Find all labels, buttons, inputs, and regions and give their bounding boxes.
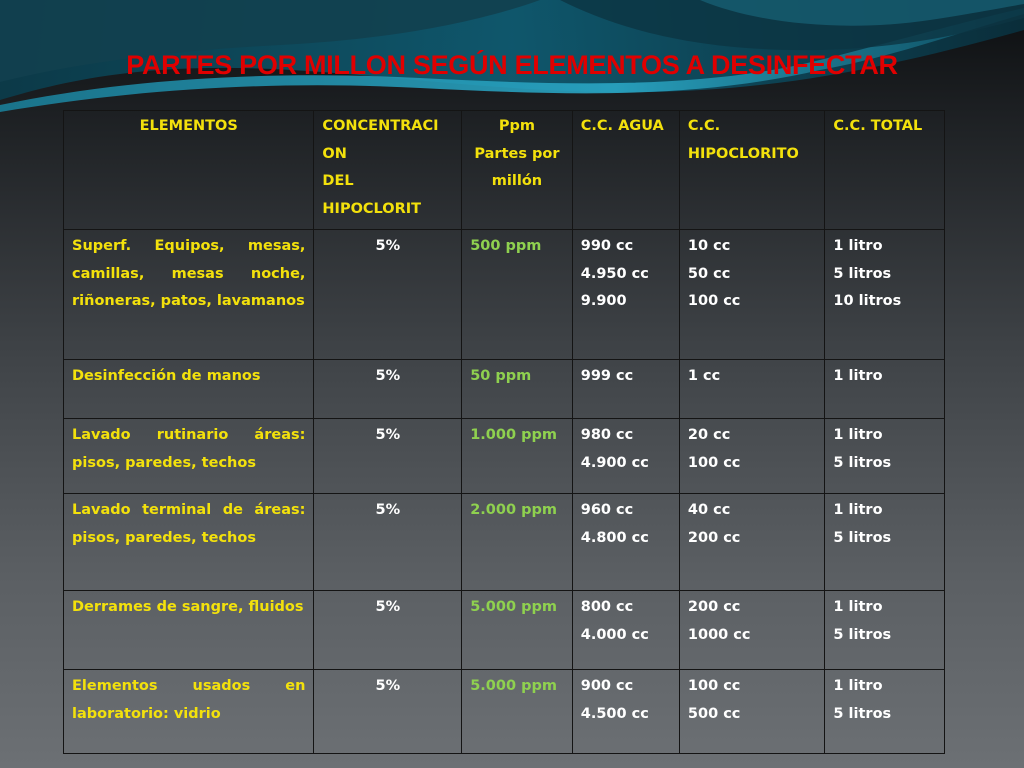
cell-cc-hipoclorito: 200 cc 1000 cc	[679, 591, 825, 670]
cell-elemento: Superf. Equipos, mesas, camillas, mesas noche, riñoneras, patos, lavamanos	[64, 230, 314, 360]
cell-cc-agua: 960 cc 4.800 cc	[572, 494, 679, 591]
table-row	[64, 230, 945, 360]
table-row	[64, 494, 945, 591]
header-ppm: Ppm Partes por millón	[462, 111, 573, 230]
cell-cc-hipoclorito: 20 cc 100 cc	[679, 419, 825, 494]
cell-cc-hipoclorito: 1 cc	[679, 360, 825, 419]
header-cc-total: C.C. TOTAL	[825, 111, 945, 230]
cell-ppm: 2.000 ppm	[462, 494, 573, 591]
slide-title: PARTES POR MILLON SEGÚN ELEMENTOS A DESINFECTAR	[126, 50, 898, 80]
cell-cc-agua: 990 cc 4.950 cc 9.900	[572, 230, 679, 360]
cell-cc-total: 1 litro	[825, 360, 945, 419]
cell-elemento: Lavado terminal de áreas: pisos, paredes, techos	[64, 494, 314, 591]
cell-concentracion: 5%	[314, 591, 462, 670]
cell-elemento: Elementos usados en laboratorio: vidrio	[64, 670, 314, 754]
header-cc-hipoclorito: C.C. HIPOCLORITO	[679, 111, 825, 230]
cell-ppm: 1.000 ppm	[462, 419, 573, 494]
ppm-table	[63, 110, 945, 754]
cell-elemento: Lavado rutinario áreas: pisos, paredes, techos	[64, 419, 314, 494]
cell-concentracion: 5%	[314, 419, 462, 494]
cell-cc-total: 1 litro 5 litros	[825, 670, 945, 754]
cell-cc-hipoclorito: 10 cc 50 cc 100 cc	[679, 230, 825, 360]
cell-ppm: 500 ppm	[462, 230, 573, 360]
header-cc-agua: C.C. AGUA	[572, 111, 679, 230]
cell-concentracion: 5%	[314, 230, 462, 360]
table-row	[64, 591, 945, 670]
cell-concentracion: 5%	[314, 670, 462, 754]
cell-cc-hipoclorito: 100 cc 500 cc	[679, 670, 825, 754]
cell-ppm: 5.000 ppm	[462, 591, 573, 670]
cell-concentracion: 5%	[314, 360, 462, 419]
cell-cc-agua: 980 cc 4.900 cc	[572, 419, 679, 494]
cell-cc-total: 1 litro 5 litros	[825, 591, 945, 670]
cell-elemento: Derrames de sangre, fluidos	[64, 591, 314, 670]
table-row	[64, 360, 945, 419]
table-row	[64, 670, 945, 754]
cell-cc-hipoclorito: 40 cc 200 cc	[679, 494, 825, 591]
header-elementos: ELEMENTOS	[64, 111, 314, 230]
cell-cc-agua: 900 cc 4.500 cc	[572, 670, 679, 754]
cell-cc-total: 1 litro 5 litros 10 litros	[825, 230, 945, 360]
cell-cc-agua: 800 cc 4.000 cc	[572, 591, 679, 670]
cell-elemento: Desinfección de manos	[64, 360, 314, 419]
table-header-row	[64, 111, 945, 230]
cell-cc-agua: 999 cc	[572, 360, 679, 419]
cell-cc-total: 1 litro 5 litros	[825, 494, 945, 591]
cell-cc-total: 1 litro 5 litros	[825, 419, 945, 494]
cell-concentracion: 5%	[314, 494, 462, 591]
table-row	[64, 419, 945, 494]
header-concentracion: CONCENTRACI ON DEL HIPOCLORIT	[314, 111, 462, 230]
cell-ppm: 50 ppm	[462, 360, 573, 419]
cell-ppm: 5.000 ppm	[462, 670, 573, 754]
